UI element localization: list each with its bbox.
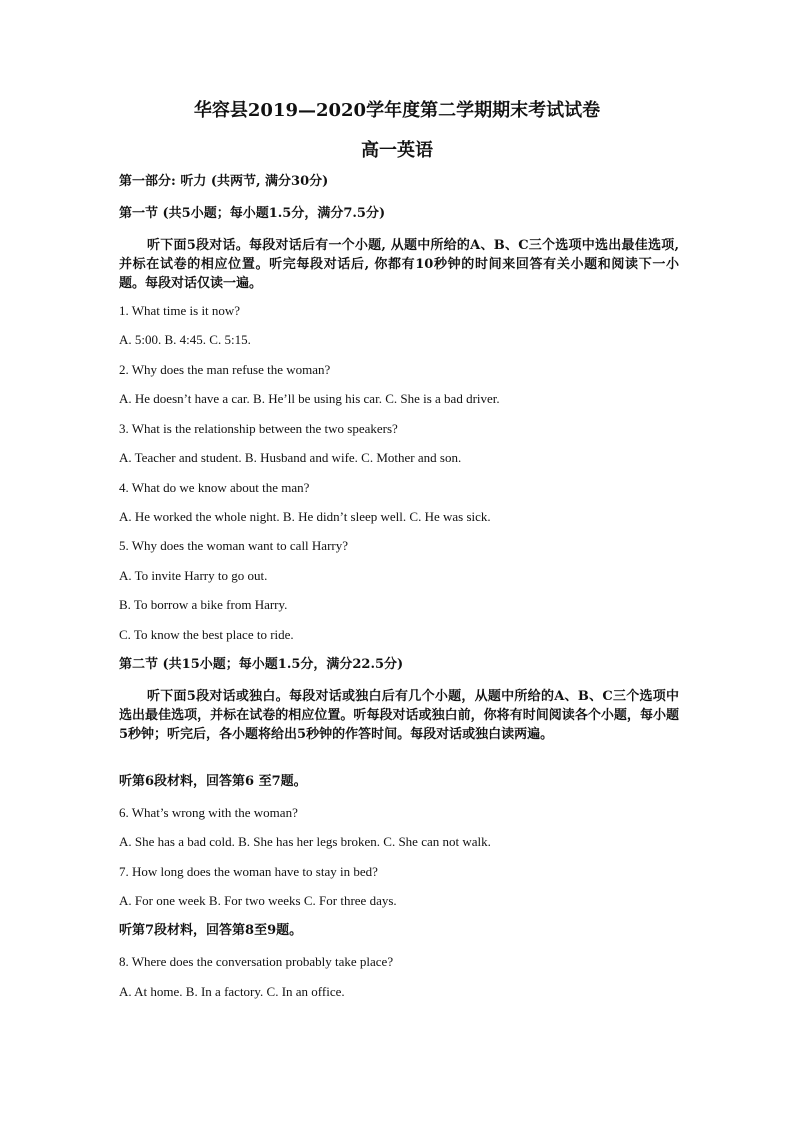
options-2: A. He doesn’t have a car. B. He’ll be using his car. C. She is a bad driver. <box>119 391 500 406</box>
option-5a: A. To invite Harry to go out. <box>119 568 268 583</box>
question-1: 1. What time is it now? <box>119 303 241 318</box>
question-2: 2. Why does the man refuse the woman? <box>119 362 331 377</box>
options-7: A. For one week B. For two weeks C. For three days. <box>119 893 397 908</box>
section1-instructions: 听下面5段对话。每段对话后有一个小题, 从题中所给的A、B、C三个选项中选出最佳选项, 并标在试卷的相应位置。听完每段对话后, 你都有10秒钟的时间来回答有关小题和阅读下一小题。每段对话仅读一遍。 <box>119 238 679 291</box>
question-8: 8. Where does the conversation probably take place? <box>119 954 394 969</box>
exam-title: 华容县2019—2020学年度第二学期期末考试试卷 <box>193 100 601 121</box>
options-8: A. At home. B. In a factory. C. In an office. <box>119 984 345 999</box>
option-5c: C. To know the best place to ride. <box>119 627 294 642</box>
group7-heading: 听第7段材料，回答第8至9题。 <box>119 923 303 938</box>
part1-heading: 第一部分: 听力 (共两节, 满分30分) <box>119 174 329 189</box>
options-3: A. Teacher and student. B. Husband and wife. C. Mother and son. <box>119 450 462 465</box>
options-1: A. 5:00. B. 4:45. C. 5:15. <box>119 332 251 347</box>
option-5b: B. To borrow a bike from Harry. <box>119 597 288 612</box>
group6-heading: 听第6段材料，回答第6 至7题。 <box>119 774 307 789</box>
section2-instructions: 听下面5段对话或独白。每段对话或独白后有几个小题，从题中所给的A、B、C三个选项中选出最佳选项，并标在试卷的相应位置。听每段对话或独白前，你将有时间阅读各个小题，每小题5秒钟；听完后，各小题将给出5秒钟的作答时间。每段对话或独白读两遍。 <box>119 689 679 742</box>
section1-heading: 第一节 (共5小题；每小题1.5分，满分7.5分) <box>119 206 386 221</box>
question-3: 3. What is the relationship between the two speakers? <box>119 421 398 436</box>
question-4: 4. What do we know about the man? <box>119 480 310 495</box>
section2-heading: 第二节 (共15小题；每小题1.5分，满分22.5分) <box>119 657 404 672</box>
question-6: 6. What’s wrong with the woman? <box>119 805 298 820</box>
exam-subject: 高一英语 <box>361 140 433 161</box>
question-7: 7. How long does the woman have to stay in bed? <box>119 864 378 879</box>
question-5: 5. Why does the woman want to call Harry? <box>119 538 348 553</box>
options-4: A. He worked the whole night. B. He didn’t sleep well. C. He was sick. <box>119 509 491 524</box>
options-6: A. She has a bad cold. B. She has her legs broken. C. She can not walk. <box>119 834 491 849</box>
